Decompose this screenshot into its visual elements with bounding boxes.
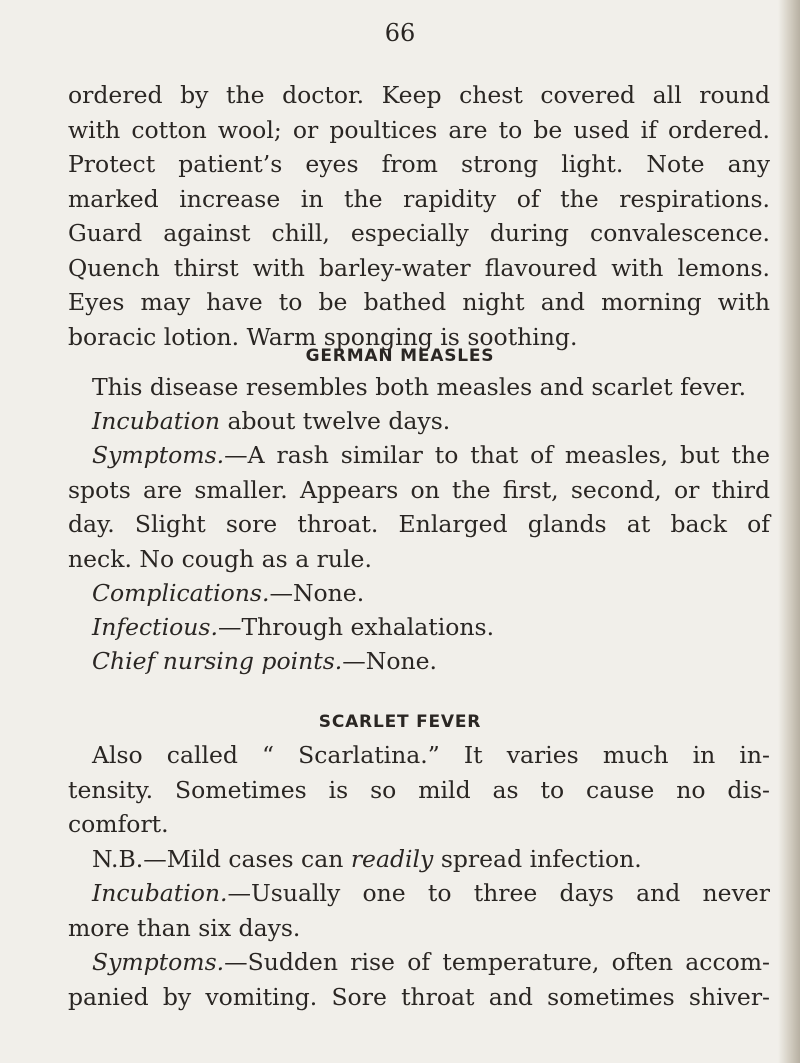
chief-points-label: Chief nursing points. (92, 647, 343, 675)
text-line: ordered by the doctor. Keep chest covered all round (68, 81, 770, 109)
text-line: Protect patient’s eyes from strong light. Note any (68, 150, 770, 178)
text-line: boracic lotion. Warm sponging is soothing. (68, 322, 578, 351)
text-line: with cotton wool; or poultices are to be used if ordered. (68, 115, 770, 144)
text-line: marked increase in the rapidity of the respirations. (68, 184, 770, 213)
german-measles-complications (92, 576, 364, 611)
text-line: spots are smaller. Appears on the first, second, or third (68, 475, 770, 504)
german-measles-incubation (92, 404, 450, 439)
nb-emphasis: readily (350, 845, 434, 873)
scarlet-fever-intro (68, 738, 770, 842)
symptoms-label: Symptoms. (92, 948, 225, 976)
text-line: Eyes may have to be bathed night and morning with (68, 288, 770, 316)
section-heading-german-measles: GERMAN MEASLES (305, 346, 495, 366)
text-line (68, 945, 770, 980)
section-heading-scarlet-fever: SCARLET FEVER (318, 712, 482, 732)
text-line (68, 876, 770, 911)
german-measles-chief-points (92, 644, 437, 679)
infectious-text: —Through exhalations. (217, 613, 495, 641)
page-edge-shadow (778, 0, 800, 1063)
text-line: Guard against chill, especially during convalescence. (68, 219, 770, 247)
scarlet-fever-nb (92, 842, 642, 877)
incubation-label: Incubation (92, 407, 221, 435)
text-line: tensity. Sometimes is so mild as to cause no dis- (68, 775, 770, 804)
nb-suffix: spread infection. (433, 845, 642, 873)
text-line: Also called “ Scarlatina.” It varies much in in- (92, 741, 770, 769)
text-line: Quench thirst with barley-water flavoured with lemons. (68, 253, 770, 282)
text-line (68, 438, 770, 473)
nb-prefix: N.B.—Mild cases can (92, 845, 351, 873)
chief-points-text: —None. (342, 647, 437, 675)
opening-paragraph (68, 78, 770, 354)
incubation-text: about twelve days. (220, 407, 451, 435)
infectious-label: Infectious. (92, 613, 218, 641)
scarlet-fever-incubation (68, 876, 770, 945)
text-line: day. Slight sore throat. Enlarged glands at back of (68, 510, 770, 538)
german-measles-intro: This disease resembles both measles and scarlet fever. (92, 373, 747, 401)
scarlet-fever-symptoms (68, 945, 770, 1014)
text-line: more than six days. (68, 913, 301, 942)
text-line: panied by vomiting. Sore throat and sometimes shiver- (68, 982, 770, 1011)
text-line: neck. No cough as a rule. (68, 544, 372, 573)
complications-label: Complications. (92, 579, 270, 607)
incubation-text: —Usually one to three days and never (227, 879, 770, 907)
complications-text: —None. (269, 579, 365, 607)
german-measles-symptoms (68, 438, 770, 576)
incubation-label: Incubation. (92, 879, 228, 907)
text-line: comfort. (68, 810, 169, 838)
german-measles-infectious (92, 610, 494, 645)
page-number: 66 (384, 19, 416, 47)
symptoms-text: —Sudden rise of temperature, often accom- (224, 948, 770, 976)
symptoms-text: —A rash similar to that of measles, but the (224, 441, 770, 469)
symptoms-label: Symptoms. (92, 441, 225, 469)
